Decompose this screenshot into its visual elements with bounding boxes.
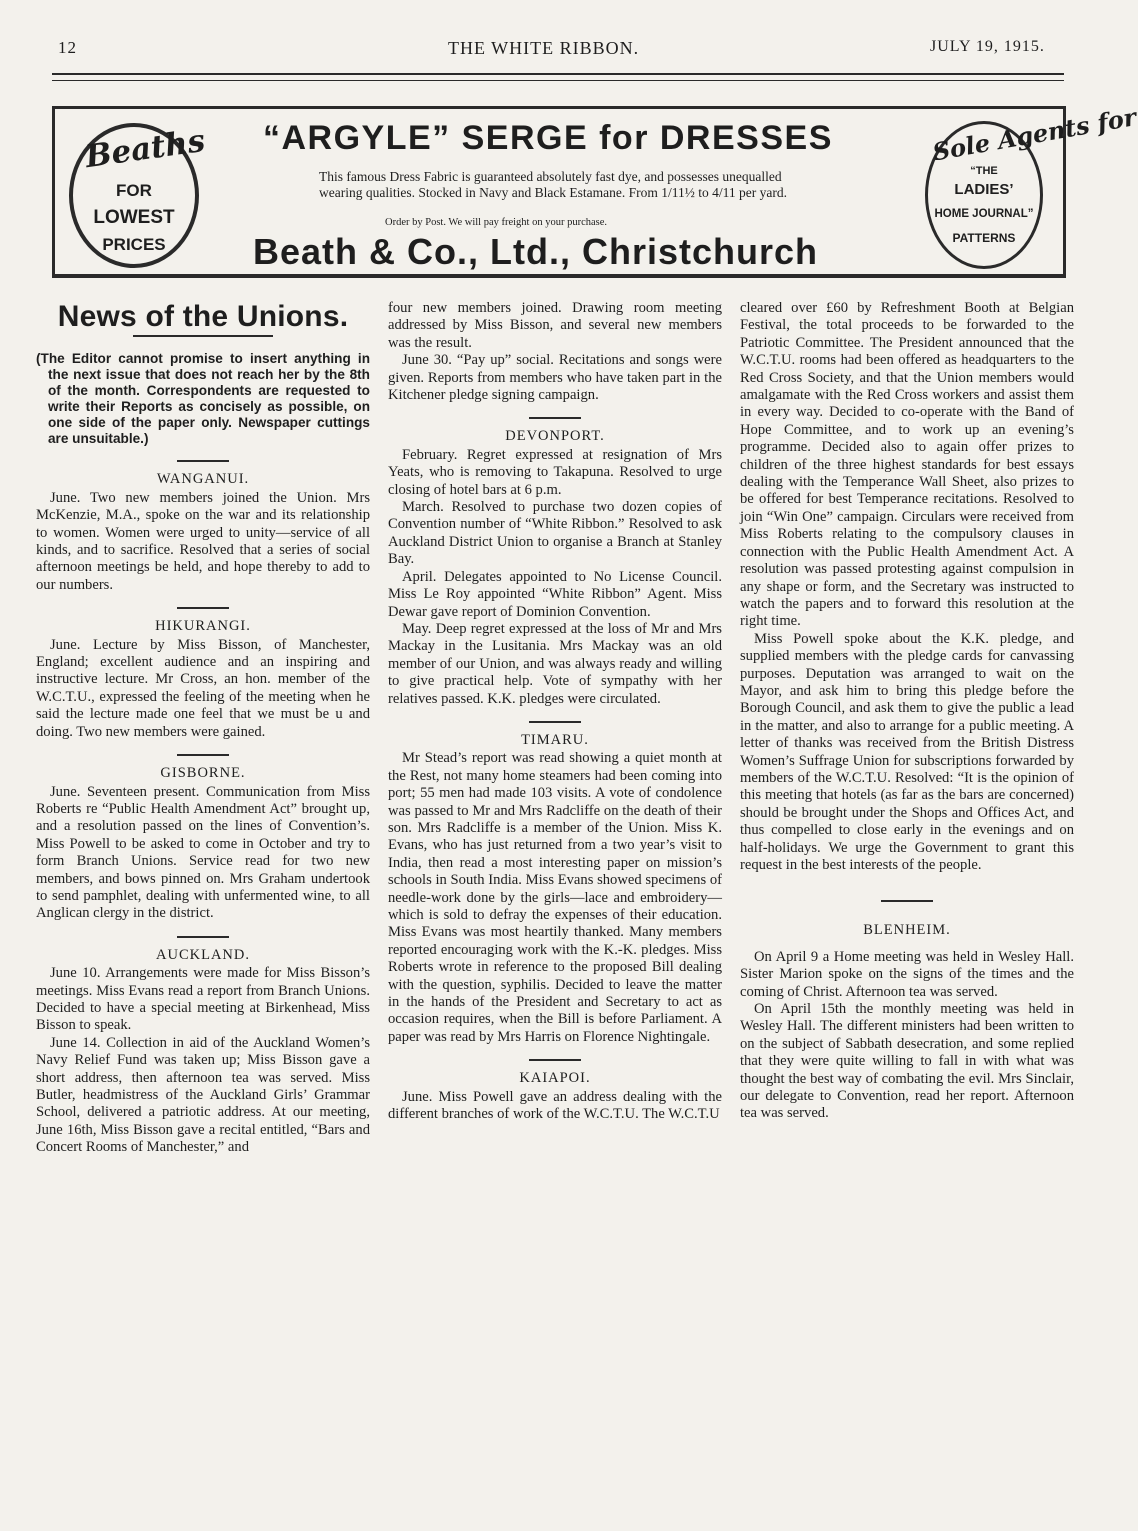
heading-gisborne: GISBORNE. [160, 765, 246, 782]
heading-blenheim: BLENHEIM. [863, 922, 951, 939]
seal-text: “THE LADIES’ HOME JOURNAL” PATTERNS [934, 165, 1034, 245]
heading-hikurangi: HIKURANGI. [155, 618, 251, 635]
report-devonport-3: April. Delegates appointed to No License Council. Miss Le Roy appointed “White Ribbon” Agent. Miss Dewar gave report of Dominion Convention. [388, 568, 722, 620]
column-2 [388, 300, 722, 1123]
heading-timaru: TIMARU. [521, 731, 589, 748]
heading-wanganui: WANGANUI. [156, 471, 250, 488]
report-kaiapoi-cont-1: cleared over £60 by Refreshment Booth at Belgian Festival, the total proceeds to be forwarded to the Patriotic Committee. The President announced that the W.C.T.U. rooms had been offered as headquarters to the Red Cross Society, and that the Union members would amalgamate with the Red Cross workers and assist them in every way. Decided to co-operate with the Band of Hope Committee, and to work up an evening’s programme. Decided also to again offer prizes to children of the three highest standards for best essays dealing with the Temperance Wall Sheet, also prizes to be offered for best Temperance recitations. Resolved to join “Win One” campaign. Circulars were received from Miss Roberts relating to the compulsory clauses in connection with the Public Health Amendment Act. A resolution was passed protesting against compulsion in any shape or form, and the Secretary was instructed to watch the papers and to forward this resolution at the right time. [740, 300, 1074, 630]
header-rule [52, 73, 1064, 75]
title-divider [133, 335, 273, 337]
lowest-prices-seal [69, 122, 208, 268]
section-divider [529, 721, 581, 723]
report-blenheim-1: On April 9 a Home meeting was held in Wesley Hall. Sister Marion spoke on the signs of the times and the coming of Christ. Afternoon tea was served. [740, 948, 1074, 1000]
seal-script-text: Sole Agents for [930, 102, 1138, 167]
heading-devonport: DEVONPORT. [505, 428, 605, 445]
section-divider [177, 607, 229, 609]
report-auckland-1: June 10. Arrangements were made for Miss Bisson’s meetings. Miss Evans read a report from Branch Unions. Decided to have a special meeting at Birkenhead, Miss Bisson to speak. [36, 965, 370, 1034]
report-kaiapoi: June. Miss Powell gave an address dealing with the different branches of work of the W.C.T.U. The W.C.T.U [388, 1088, 722, 1123]
header-rule-thin [52, 80, 1064, 81]
ad-description: This famous Dress Fabric is guaranteed absolutely fast dye, and possesses unequalled wearing qualities. Stocked in Navy and Black Estamane. From 1/11½ to 4/11 per yard. [319, 169, 788, 200]
heading-auckland: AUCKLAND. [156, 946, 250, 963]
page-number: 12 [58, 38, 77, 57]
report-blenheim-2: On April 15th the monthly meeting was held in Wesley Hall. The different ministers had been written to on the subject of Sabbath desecration, and some replied that they were quite willing to fall in with what was thought the best way of combating the evil. Mrs Sinclair, our delegate to Convention, read her report. Afternoon tea was served. [740, 1001, 1074, 1122]
masthead-title: THE WHITE RIBBON. [448, 38, 640, 58]
ad-order-note: Order by Post. We will pay freight on your purchase. [385, 217, 608, 228]
report-devonport-2: March. Resolved to purchase two dozen copies of Convention number of “White Ribbon.” Resolved to ask Auckland District Union to organise a Branch at Stanley Bay. [388, 499, 722, 568]
heading-kaiapoi: KAIAPOI. [519, 1070, 591, 1087]
sole-agents-seal [925, 102, 1138, 269]
section-divider [177, 460, 229, 462]
report-devonport-4: May. Deep regret expressed at the loss of Mr and Mrs Mackay in the Lusitania. Mrs Mackay was an old member of our Union, and was always ready and willing to give practical help. Vote of sympathy with her relatives passed. K.K. pledges were circulated. [388, 620, 722, 707]
column-3 [740, 300, 1074, 1123]
section-divider [529, 417, 581, 419]
report-hikurangi: June. Lecture by Miss Bisson, of Manchester, England; excellent audience and an inspiring and instructive lecture. Mr Cross, an hon. member of the W.C.T.U., expressed the feeling of the meeting when he said the lecture made one feel that we must be u and doing. Two new members were gained. [36, 636, 370, 740]
section-divider [881, 900, 933, 902]
editor-note: (The Editor cannot promise to insert anything in the next issue that does not reach her by the 8th of the month. Correspondents are requested to write their Reports as concisely as possible, on one side of the paper only. Newspaper cuttings are unsuitable.) [36, 351, 370, 447]
report-gisborne: June. Seventeen present. Communication from Miss Roberts re “Public Health Amendment Act” brought up, and a resolution passed on the lines of Convention’s. Miss Powell to be asked to come in October and try to form Branch Unions. Service read for two new members, and bows pinned on. Mrs Graham undertook to send pamphlet, dealing with unfermented wine, to all Anglican clergy in the district. [36, 783, 370, 922]
section-divider [177, 754, 229, 756]
report-timaru: Mr Stead’s report was read showing a quiet month at the Rest, not many home steamers had been coming into port; 55 men had made 103 visits. A vote of condolence was passed to Mr and Mrs Radcliffe on the death of their son. Mrs Radcliffe is a member of the Union. Miss K. Evans, who has just returned from a two year’s visit to India, then read a most interesting paper on mission’s schools in South India. Miss Evans showed specimens of needle-work done by the girls—lace and embroidery—which is sold to defray the expenses of their education. Miss Evans was most heartily thanked. Many members reported encouraging work with the K.-K. pledges. Miss Roberts wrote in reference to the proposed Bill dealing with the question, syphilis. Decided to leave the matter in the hands of the President and Secretary to act as occasion requires, when the Bill is before Parliament. A paper was read by Mrs Harris on Florence Nightingale. [388, 750, 722, 1045]
beath-advertisement [52, 102, 1138, 278]
report-auckland-cont-2: June 30. “Pay up” social. Recitations and songs were given. Reports from members who have taken part in the Kitchener pledge signing campaign. [388, 352, 722, 404]
ad-headline: “ARGYLE” SERGE for DRESSES [263, 119, 833, 157]
seal-script-text: Beaths [83, 122, 208, 176]
section-title: News of the Unions. [57, 300, 349, 333]
seal-text: FOR LOWEST PRICES [93, 181, 175, 254]
report-auckland-2: June 14. Collection in aid of the Auckland Women’s Navy Relief Fund was taken up; Miss Bisson gave a short address, then afternoon tea was served. Miss Butler, headmistress of the Auckland Girls’ Grammar School, delivered a patriotic address. At our meeting, June 16th, Miss Bisson gave a recital entitled, “Bars and Concert Rooms of Manchester,” and [36, 1034, 370, 1156]
ad-signature: Beath & Co., Ltd., Christchurch [253, 231, 819, 272]
report-wanganui: June. Two new members joined the Union. Mrs McKenzie, M.A., spoke on the war and its relationship to women. Women were urged to unity—service of all kinds, and to sacrifice. Resolved that a series of social afternoon meetings be held, and hope thereby to add to our numbers. [36, 489, 370, 593]
issue-date: JULY 19, 1915. [930, 38, 1045, 55]
section-divider [529, 1059, 581, 1061]
report-auckland-cont-1: four new members joined. Drawing room meeting addressed by Miss Bisson, and several new members was the result. [388, 300, 722, 351]
section-divider [177, 936, 229, 938]
report-kaiapoi-cont-2: Miss Powell spoke about the K.K. pledge, and supplied members with the pledge cards for canvassing purposes. Deputation was arranged to wait on the Mayor, and ask him to bring this pledge before the Borough Council, and ask them to give the public a lead in the matter, and also to arrange for a public meeting. A letter of thanks was received from the British Distress Women’s Suffrage Union for subscriptions forwarded by members of the W.C.T.U. Resolved: “It is the opinion of this meeting that hotels (as far as the bars are concerned) should be brought under the Shops and Offices Act, and thus compelled to close early in the evenings and on half-holidays. We urge the Government to grant this request in the best interests of the people. [740, 630, 1074, 873]
report-devonport-1: February. Regret expressed at resignation of Mrs Yeats, who is removing to Takapuna. Resolved to urge closing of hotel bars at 6 p.m. [388, 446, 722, 498]
column-1 [36, 300, 370, 1157]
